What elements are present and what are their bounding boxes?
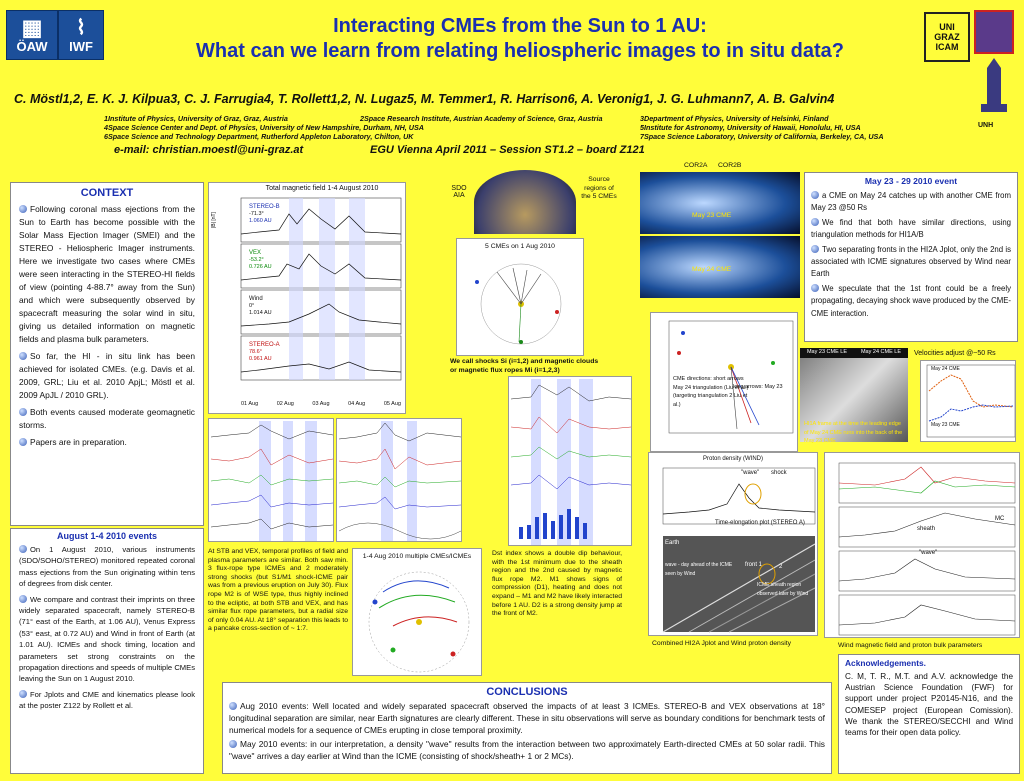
wave-note: wave - day ahead of the ICME seen by Wind [665, 562, 733, 577]
bullet-icon [811, 218, 819, 226]
iwf-swirl-icon: ⌇ [76, 16, 86, 39]
conclusions-box [222, 682, 832, 774]
combined-jplot-figure [648, 452, 818, 636]
hi1a-frame-image: May 23 CME LE May 24 CME LE HI1A frame at the time the leading edge of May 24 CME runs into the back of the May 23 CME [800, 348, 908, 442]
university-crest-icon [974, 10, 1014, 54]
mag-plot-svg [209, 194, 406, 414]
ack-text: C. M, T. R., M.T. and A.V. acknowledge the Austrian Science Foundation (FWF) for support under project P20145-N16, and the COMESEP project (European Comission). We thank the STEREO/SECCHI and Wind teams for their open data policy. [845, 672, 1013, 738]
bullet-icon [19, 690, 27, 698]
wind-wave-label: "wave" [919, 550, 938, 556]
sdo-label: SDO AIA [451, 185, 467, 199]
context-text: Following coronal mass ejections from the Sun to Earth has become possible with the Solar Mass Ejection Imager (SMEI) and the STEREO - Heliospheric Imager instruments. Here we investigate two cases where CMEs were seen interacting in the STEREO-HI fields of view (pointing 4-88.7° away from the Sun) and which were subsequently observed by spacecraft measuring the solar wind in situ, giving us detailed information on magnetic fields and plasma bulk parameters. So far, the HI - in situ link has been achieved for isolated CMEs. (e.g. Davis et al. 2009, GRL; Liu et al. 2010 ApjL; Möstl et al. 2009 ApJL / 2010 GRL). Both events caused moderate geomagnetic storms. Papers are in preparation. [19, 204, 195, 447]
earth-label: Earth [665, 540, 680, 546]
velocities-label: Velocities adjust @~50 Rs [914, 350, 996, 357]
mc-label: MC [995, 516, 1005, 522]
velocities-plot: May 24 CME May 23 CME [920, 360, 1016, 442]
bullet-icon [229, 740, 237, 748]
contact-email: e-mail: christian.moestl@uni-graz.at [114, 144, 304, 156]
multi-cmes-title: 1-4 Aug 2010 multiple CMEs/ICMEs [362, 553, 472, 560]
front2-label: 2 [779, 564, 783, 570]
combined-caption: Combined HI2A Jplot and Wind proton density [652, 640, 792, 647]
five-cmes-svg [457, 252, 584, 352]
panel-label-stereo-b: STEREO-B [249, 204, 280, 210]
session-info: EGU Vienna April 2011 – Session ST1.2 – board Z121 [370, 144, 645, 156]
august-text: On 1 August 2010, various instruments (SDO/SOHO/STEREO) monitored repeated coronal mass ejections from the Sun originating within tens of degrees from disk center. We compare and contrast their imprints on three widely separated spacecraft, namely STEREO-B (71° east of the Earth, at 1.06 AU), Venus Express (53° east, at 0.72 AU) and Wind in front of Earth (at 1.01 AU). ICMEs and shock timing, location and parameters set strong constraints on the propagation directions and speeds of multiple CMEs leaving the Sun on 1 August 2010. For Jplots and CME and kinematics please look at the poster Z122 by Rollett et al. [19, 545, 195, 711]
shock-label: shock [771, 470, 787, 476]
bullet-icon [19, 595, 27, 603]
iwf-logo: ⌇ IWF [58, 10, 104, 60]
cor-image-may23: May 23 CME [640, 172, 800, 234]
panel-label-stereo-a: STEREO-A [249, 342, 280, 348]
wind-insitu-figure [508, 376, 632, 546]
may-event-box [804, 172, 1018, 342]
hi1a-note: HI1A frame at the time the leading edge of May 24 CME runs into the back of the May 23 CME [804, 421, 903, 445]
bullet-icon [811, 191, 819, 199]
source-regions-label: Source regions of the 5 CMEs [581, 176, 617, 201]
time-elongation-title: Time-elongation plot (STEREO A) [715, 520, 805, 526]
cor2b-label: COR2B [718, 162, 742, 169]
cor2a-label: COR2A [684, 162, 708, 169]
middle-caption: At STB and VEX, temporal profiles of field and plasma parameters are similar. Both saw min. 3 flux-rope type ICMEs and 2 moderately strong shocks (but S1/M1 shock-ICME pair was from a previous eruption on July 30). Flux rope M2 is of WSE type, thus highly inclined to the ecliptic, at both STB and VEX, and has similar flux rope parameters, but a radial size of only 0.04 AU. At 18° separation this leads to a pancake cross-section of ~ 1:7. [208, 548, 348, 633]
may-event-heading: May 23 - 29 2010 event [864, 176, 958, 186]
unh-label: UNH [978, 122, 994, 129]
ack-heading: Acknowledgements. [845, 658, 926, 668]
multiple-cmes-figure [352, 548, 482, 676]
conclusions-text: Aug 2010 events: Well located and widely separated spacecraft observed the impacts of at least 3 ICMEs. STEREO-B and VEX observations at 18° longitudinal separation are similar, near Earth signatures are clearly different. These in situ observations will serve as boundary conditions for benchmark tests of numerical models for a sequence of CMEs erupting in close temporal proximity. May 2010 events: in our interpretation, a density "wave" results from the interaction between two approximately Earth-directed CMEs at 50 solar radii. This "wave" arrives a day earlier at Wind than the ICME (consisting of shock/sheath+ 1 or 2 MCs). [229, 701, 825, 761]
bullet-icon [19, 352, 27, 360]
proton-title: Proton density (WIND) [702, 456, 763, 462]
five-cmes-title: 5 CMEs on 1 Aug 2010 [485, 243, 555, 250]
august-heading: August 1-4 2010 events [56, 531, 158, 541]
sdo-sun-image [474, 170, 576, 234]
dst-caption: Dst index shows a double dip behaviour, with the 1st minimum due to the sheath region and the 2nd caused by magnetic flux rope M2. M1 shows signs of compression (D1), heating and does not expand – M1 and M2 have likely interacted before 1 AU. D2 is a strong density jump at the front of M2. [492, 550, 622, 618]
bullet-icon [811, 284, 819, 292]
cor-image-may24: May 24 CME [640, 236, 800, 298]
vex-insitu-figure [336, 418, 462, 542]
author-list: C. Möstl1,2, E. K. J. Kilpua3, C. J. Farrugia4, T. Rollett1,2, N. Lugaz5, M. Temmer1, R. Harrison6, A. Veronig1, J. G. Luhmann7, A. B. Galvin4 [14, 92, 835, 106]
context-box [10, 182, 204, 526]
triangulation-figure [650, 312, 798, 452]
conclusions-heading: CONCLUSIONS [486, 686, 568, 698]
panel-label-vex: VEX [249, 250, 262, 256]
oaw-logo: ▦ ÖAW [6, 10, 58, 60]
bullet-icon [19, 205, 27, 213]
sheath-label: sheath [917, 526, 936, 532]
mag-y-label: |B| [nT] [211, 211, 217, 228]
bullet-icon [19, 545, 27, 553]
five-cmes-figure [456, 238, 584, 356]
bullet-icon [19, 438, 27, 446]
context-heading: CONTEXT [80, 187, 134, 199]
uni-graz-logo: UNI GRAZ ICAM [924, 12, 970, 62]
august-events-box [10, 528, 204, 774]
acknowledgements-box [838, 654, 1020, 774]
oaw-emblem-icon: ▦ [21, 14, 43, 40]
long-arrows-note: long arrows: May 23 [733, 384, 783, 390]
mag-x-ticks: 01 Aug 02 Aug 03 Aug 04 Aug 05 Aug [241, 401, 401, 407]
magnetic-field-figure: Total magnetic field 1-4 August 2010 |B| [nT] STEREO-B -71.3° 1.060 AU VEX -53.2° 0.726 AU Wind 0° 1.014 AU STEREO-A 78.6° 0.961 AU 01 Aug 02 Aug 03 Aug 04 Aug 05 Aug [208, 182, 406, 414]
bullet-icon [19, 408, 27, 416]
mag-title: Total magnetic field 1-4 August 2010 [265, 185, 379, 192]
cme-directions-note: CME directions: short arrows May 24 triangulation (Liu et al.) (targeting triangulation 2 Liu et al.) [673, 376, 749, 408]
bullet-icon [229, 702, 237, 710]
wave-label: "wave" [741, 470, 760, 476]
panel-label-wind: Wind [249, 296, 263, 302]
stereo-b-insitu-figure [208, 418, 334, 542]
wind-caption: Wind magnetic field and proton bulk parameters [838, 642, 983, 649]
wind-magnetic-figure [824, 452, 1020, 638]
poster-title: Interacting CMEs from the Sun to 1 AU: What can we learn from relating heliospheric images to in situ data? [196, 15, 844, 62]
may-event-list: a CME on May 24 catches up with another CME from May 23 @50 Rs We find that both have similar directions, using triangulation methods for HI1A/B Two separating fronts in the HI2A Jplot, only the 2nd is associated with ICME signatures observed by Wind near Earth We speculate that the 1st front could be a freely propagating, decaying shock wave produced by the CME-CME interaction. [811, 191, 1011, 318]
front1-label: front 1 [745, 562, 763, 568]
jplot-note: ICME sheath region observed later by Wind [757, 582, 809, 597]
bullet-icon [811, 245, 819, 253]
affiliations: 1Institute of Physics, University of Graz, Graz, Austria 2Space Research Institute, Austrian Academy of Science, Graz, Austria 3Department of Physics, University of Helsinki, Finland 4Space Science Center and Dept. of Physics, University of New Hampshire, Durham, NH, USA 5Institute for Astronomy, University of Hawaii, Honolulu, HI, USA 6Space Science and Technology Department, Rutherford Appleton Laboratory, Chilton, UK 7Space Science Laboratory, University of California, Berkeley, CA, USA [104, 114, 884, 141]
shocks-caption: We call shocks Si (i=1,2) and magnetic clouds or magnetic flux ropes Mi (i=1,2,3) [450, 358, 599, 374]
